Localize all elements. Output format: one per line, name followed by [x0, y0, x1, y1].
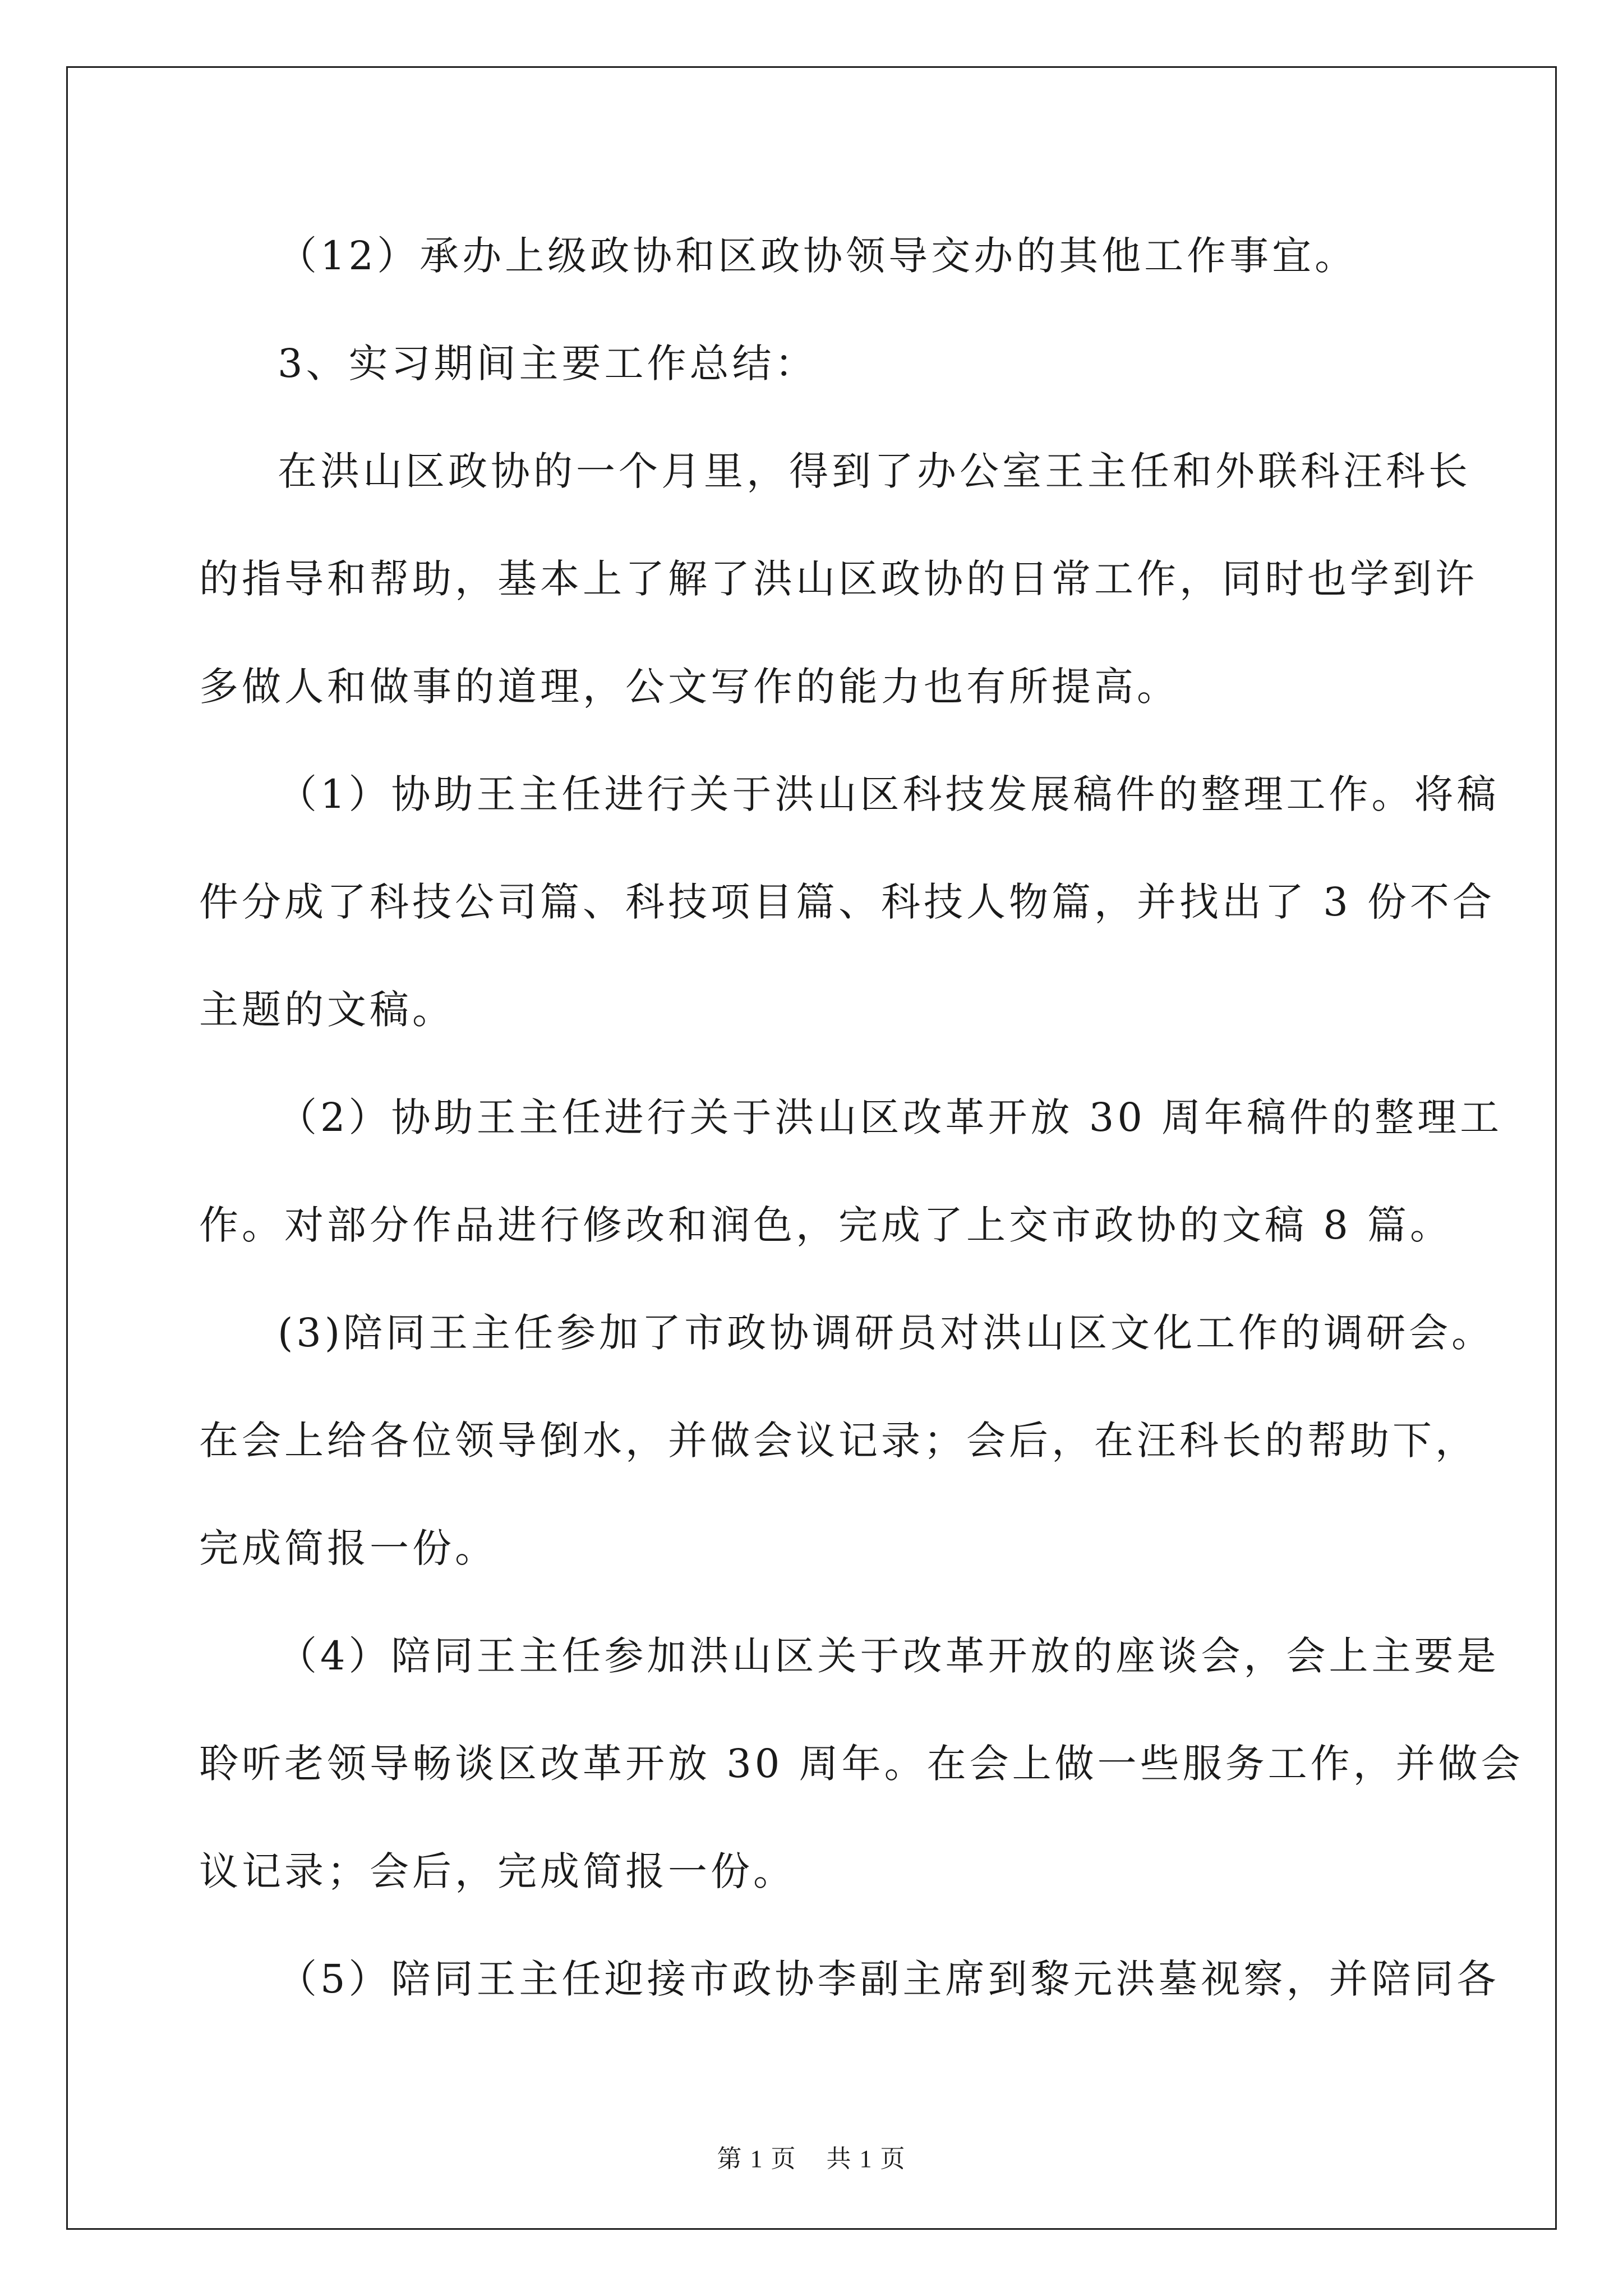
- text-line: （12）承办上级政协和区政协领导交办的其他工作事宜。: [278, 233, 1358, 279]
- text-line: （5）陪同王主任迎接市政协李副主席到黎元洪墓视察，并陪同各: [278, 1956, 1500, 2002]
- text-line: 在会上给各位领导倒水，并做会议记录；会后，在汪科长的帮助下，: [199, 1418, 1478, 1464]
- text-line: （4）陪同王主任参加洪山区关于改革开放的座谈会，会上主要是: [278, 1633, 1500, 1679]
- text-line: 多做人和做事的道理，公文写作的能力也有所提高。: [199, 664, 1179, 710]
- text-line: 在洪山区政协的一个月里，得到了办公室王主任和外联科汪科长: [278, 448, 1471, 494]
- page-number: 第 1 页: [717, 2145, 797, 2173]
- text-line: 完成简报一份。: [199, 1525, 497, 1571]
- text-line: 主题的文稿。: [199, 987, 455, 1033]
- text-line: 作。对部分作品进行修改和润色，完成了上交市政协的文稿 8 篇。: [199, 1202, 1453, 1248]
- text-line: 聆听老领导畅谈区改革开放 30 周年。在会上做一些服务工作，并做会: [199, 1741, 1524, 1787]
- text-line: （2）协助王主任进行关于洪山区改革开放 30 周年稿件的整理工: [278, 1094, 1503, 1140]
- document-body: [199, 202, 1524, 2033]
- text-line: 的指导和帮助，基本上了解了洪山区政协的日常工作，同时也学到许: [199, 556, 1478, 602]
- text-line: 3、实习期间主要工作总结：: [278, 341, 818, 386]
- text-line: （1）协助王主任进行关于洪山区科技发展稿件的整理工作。将稿: [278, 771, 1500, 817]
- page-footer: [0, 2138, 1623, 2174]
- body-text: [199, 202, 1524, 2033]
- text-line: 议记录；会后，完成简报一份。: [199, 1848, 796, 1894]
- page-total: 共 1 页: [826, 2145, 906, 2173]
- text-line: (3)陪同王主任参加了市政协调研员对洪山区文化工作的调研会。: [278, 1310, 1495, 1356]
- text-line: 件分成了科技公司篇、科技项目篇、科技人物篇，并找出了 3 份不合: [199, 879, 1496, 925]
